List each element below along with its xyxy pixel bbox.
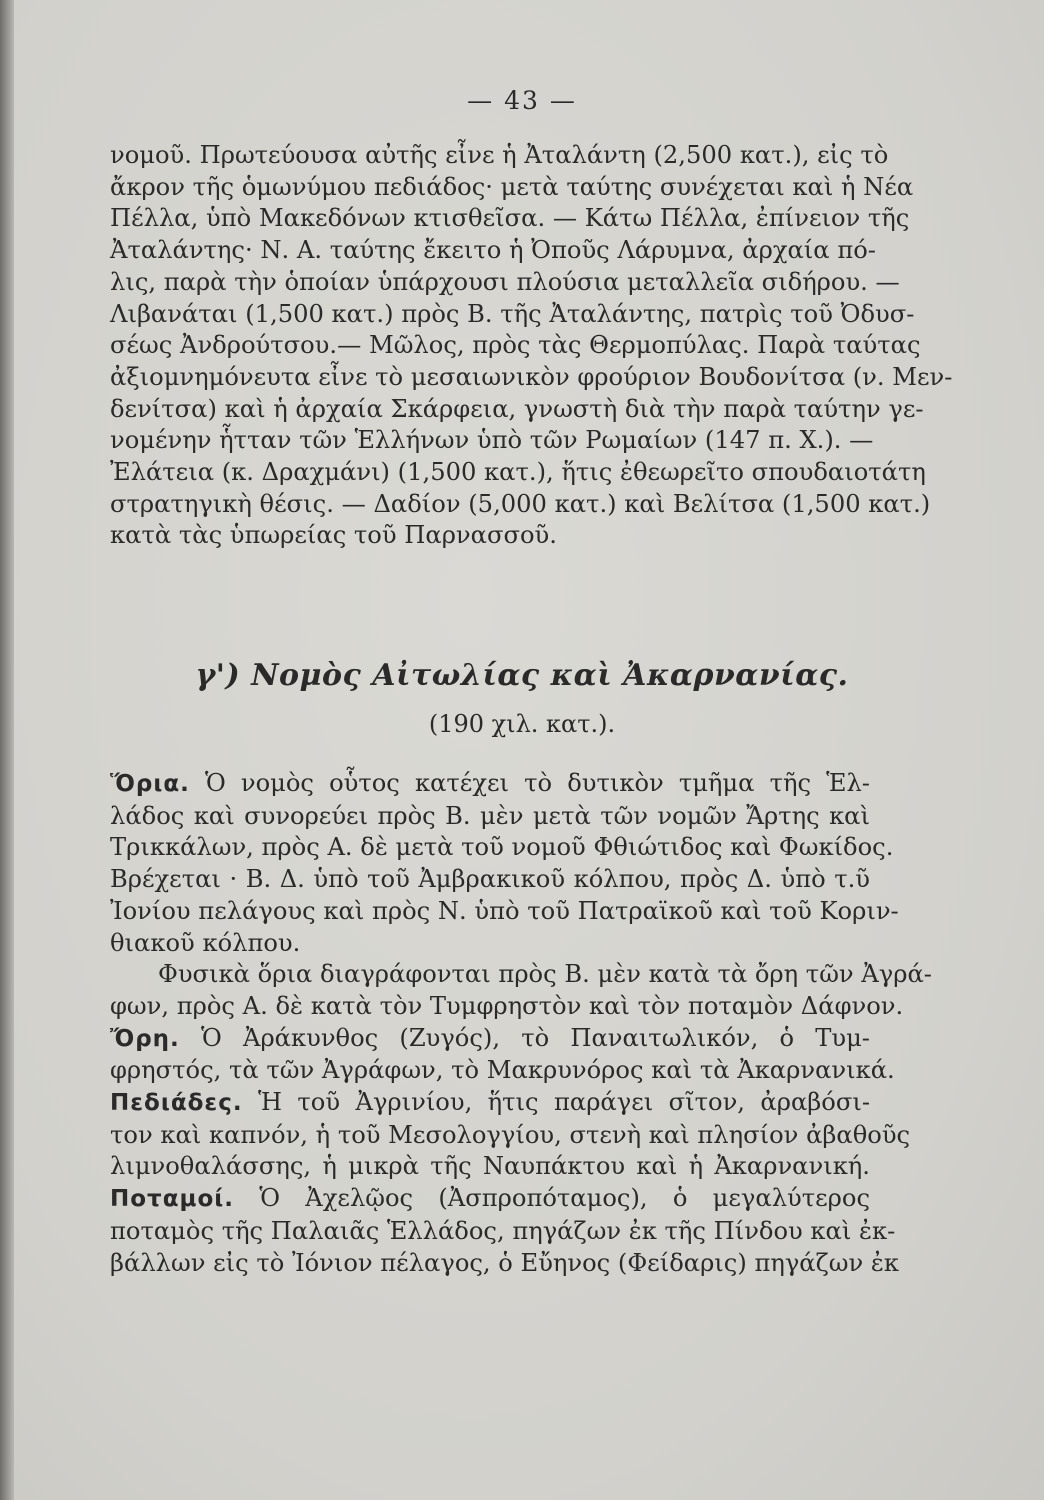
section-body — [110, 768, 932, 1279]
text-line: ποταμὸς τῆς Παλαιᾶς Ἑλλάδος, πηγάζων ἐκ τῆς Πίνδου καὶ ἐκ- — [110, 1216, 896, 1245]
text-line: Ἐλάτεια (κ. Δραχμάνι) (1,500 κατ.), ἥτις ἐθεωρεῖτο σπουδαιοτάτη — [110, 458, 926, 487]
text-line: Φυσικὰ ὅρια διαγράφονται πρὸς Β. μὲν κατὰ τὰ ὄρη τῶν Ἀγρά- — [158, 960, 932, 989]
text-line: φρηστός, τὰ τῶν Ἀγράφων, τὸ Μακρυνόρος καὶ τὰ Ἀκαρνανικά. — [110, 1056, 895, 1085]
text-line: Ὄρη. Ὁ Ἀράκυνθος (Ζυγός), τὸ Παναιτωλικόν, ὁ Τυμ- — [110, 1023, 870, 1052]
text-line: λις, παρὰ τὴν ὁποίαν ὑπάρχουσι πλούσια μεταλλεῖα σιδήρου. — — [110, 267, 900, 296]
text-line: δενίτσα) καὶ ἡ ἀρχαία Σκάρφεια, γνωστὴ διὰ τὴν παρὰ ταύτην γε- — [110, 394, 924, 423]
text-line: θιακοῦ κόλπου. — [110, 928, 301, 957]
text-line: Τρικκάλων, πρὸς Α. δὲ μετὰ τοῦ νομοῦ Φθιώτιδος καὶ Φωκίδος. — [110, 833, 894, 862]
term-oria: Ὅρια. — [110, 771, 190, 797]
text-line: Ἀταλάντης· Ν. Α. ταύτης ἔκειτο ἡ Ὀποῦς Λάρυμνα, ἀρχαία πό- — [110, 236, 876, 265]
text-line: βάλλων εἰς τὸ Ἰόνιον πέλαγος, ὁ Εὔηνος (Φείδαρις) πηγάζων ἐκ — [110, 1248, 899, 1277]
text-line: λάδος καὶ συνορεύει πρὸς Β. μὲν μετὰ τῶν νομῶν Ἄρτης καὶ — [110, 801, 870, 830]
term-pediades: Πεδιάδες. — [110, 1090, 243, 1117]
text-line: Ὅρια. Ὁ νομὸς οὗτος κατέχει τὸ δυτικὸν τμῆμα τῆς Ἑλ- — [110, 769, 870, 797]
text-line: σέως Ἀνδρούτσου.— Μῶλος, πρὸς τὰς Θερμοπύλας. Παρὰ ταύτας — [110, 331, 921, 360]
text-line: Βρέχεται · Β. Δ. ὑπὸ τοῦ Ἀμβρακικοῦ κόλπου, πρὸς Δ. ὑπὸ τ.ῦ — [110, 865, 870, 894]
text-line: στρατηγικὴ θέσις. — Δαδίον (5,000 κατ.) καὶ Βελίτσα (1,500 κατ.) — [110, 489, 931, 518]
page-edge-shadow — [0, 0, 14, 1500]
term-ori: Ὄρη. — [110, 1025, 180, 1052]
text-line: ἀξιομνημόνευτα εἶνε τὸ μεσαιωνικὸν φρούριον Βουδονίτσα (ν. Μεν- — [110, 362, 953, 391]
text-line: τον καὶ καπνόν, ἡ τοῦ Μεσολογγίου, στενὴ καὶ πλησίον ἀβαθοῦς — [110, 1120, 911, 1149]
text-line: κατὰ τὰς ὑπωρείας τοῦ Παρνασσοῦ. — [110, 521, 557, 550]
text-line: λιμνοθαλάσσης, ἡ μικρὰ τῆς Ναυπάκτου καὶ ἡ Ἀκαρνανική. — [110, 1152, 870, 1181]
text-line: φων, πρὸς Α. δὲ κατὰ τὸν Τυμφρηστὸν καὶ τὸν ποταμὸν Δάφνον. — [110, 991, 904, 1020]
section-heading: γ') Νομὸς Αἰτωλίας καὶ Ἀκαρνανίας. — [195, 658, 849, 693]
text-line: Ἰονίου πελάγους καὶ πρὸς Ν. ὑπὸ τοῦ Πατραϊκοῦ καὶ τοῦ Κοριν- — [110, 896, 899, 925]
intro-paragraph — [110, 140, 953, 552]
section-subheading: (190 χιλ. κατ.). — [428, 710, 616, 738]
text-line: Ποταμοί. Ὁ Ἀχελῷος (Ἀσπροπόταμος), ὁ μεγαλύτερος — [110, 1184, 870, 1213]
text-line: νομοῦ. Πρωτεύουσα αὐτῆς εἶνε ἡ Ἀταλάντη (2,500 κατ.), εἰς τὸ — [110, 141, 889, 169]
text-line: Λιβανάται (1,500 κατ.) πρὸς Β. τῆς Ἀταλάντης, πατρὶς τοῦ Ὀδυσ- — [110, 299, 915, 328]
text-line: Πέλλα, ὑπὸ Μακεδόνων κτισθεῖσα. — Κάτω Πέλλα, ἐπίνειον τῆς — [110, 204, 910, 233]
text-line: ἄκρον τῆς ὁμωνύμου πεδιάδος· μετὰ ταύτης συνέχεται καὶ ἡ Νέα — [110, 172, 914, 201]
term-potamoi: Ποταμοί. — [110, 1186, 234, 1213]
text-line: νομένην ἧτταν τῶν Ἑλλήνων ὑπὸ τῶν Ρωμαίων (147 π. Χ.). — — [110, 426, 874, 455]
text-line: Πεδιάδες. Ἡ τοῦ Ἀγρινίου, ἥτις παράγει σῖτον, ἀραβόσι- — [110, 1088, 870, 1117]
page-number: — 43 — — [467, 86, 577, 115]
